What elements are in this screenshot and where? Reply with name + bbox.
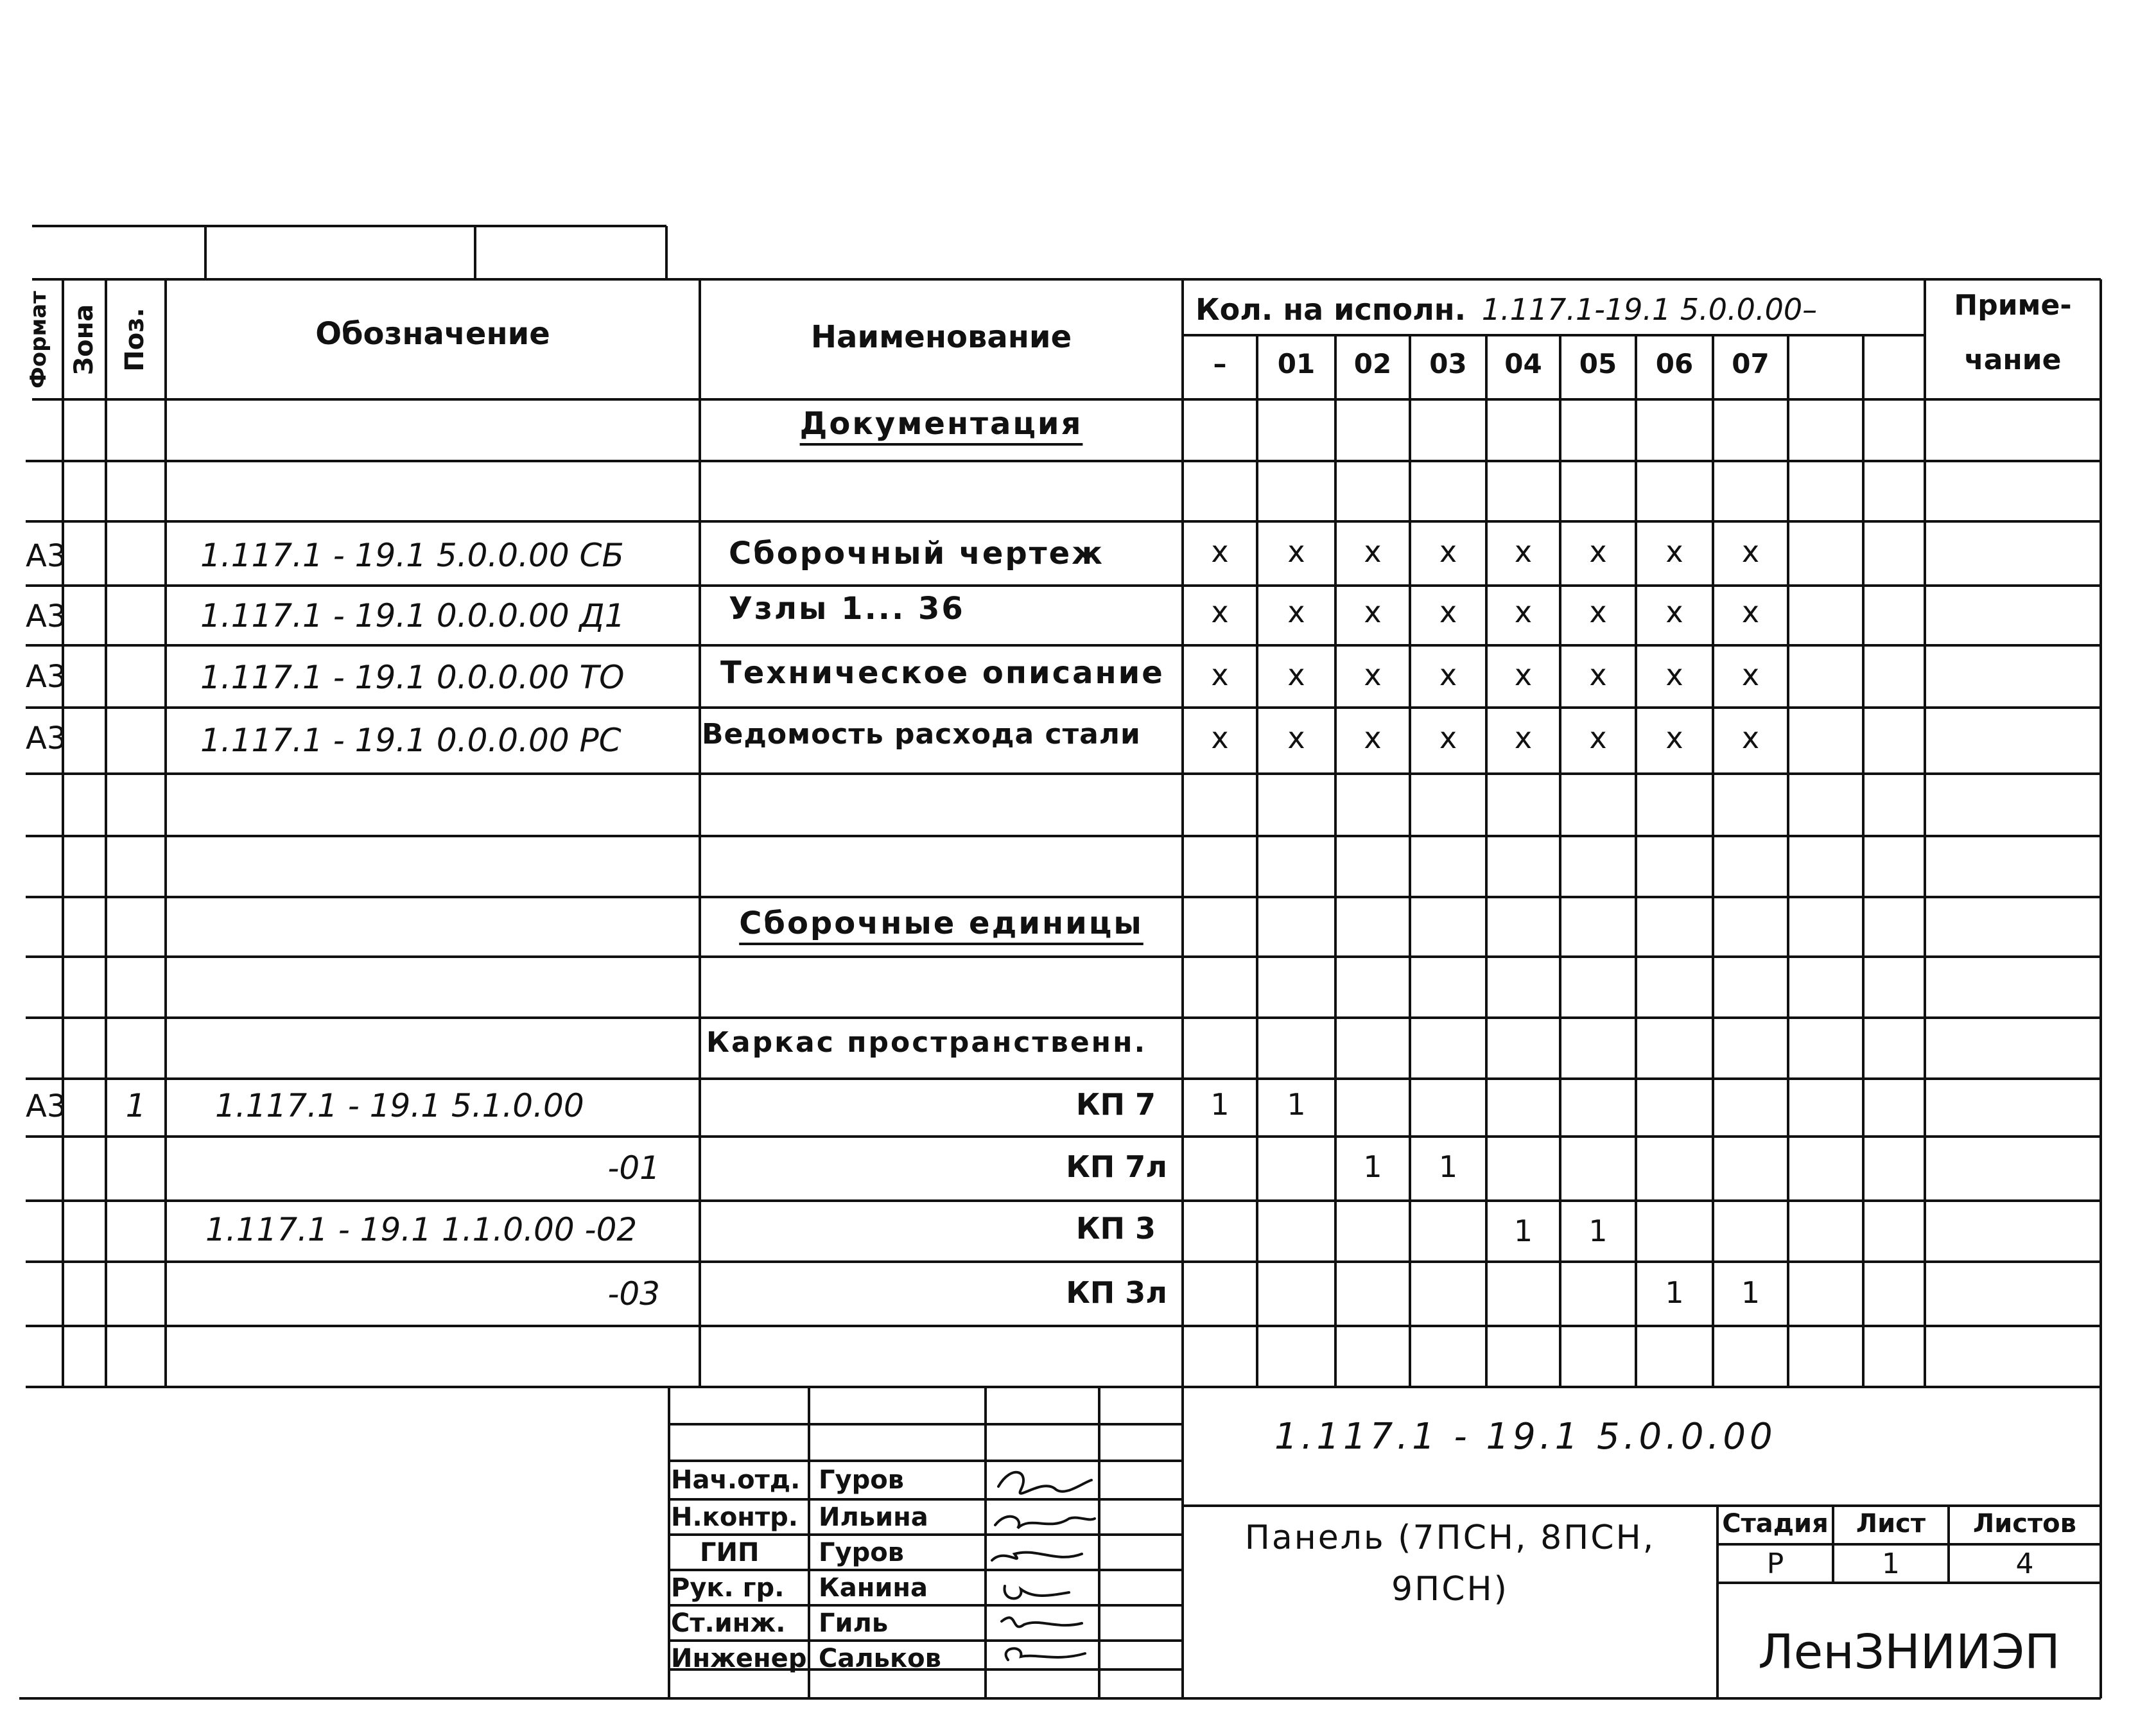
staff-name: Гиль <box>819 1608 889 1638</box>
signatures <box>986 1458 1099 1676</box>
qty-cell: 1 <box>1741 1275 1760 1310</box>
stage-label: Стадия <box>1722 1509 1829 1539</box>
row-name: КП 3 <box>1075 1211 1156 1246</box>
qty-cell: x <box>1665 658 1683 692</box>
qty-cell: 1 <box>1287 1087 1306 1122</box>
col-designation-header: Обозначение <box>315 316 550 352</box>
qty-cell: x <box>1439 595 1457 629</box>
row-format: А3 <box>26 598 67 634</box>
variant-header: 05 <box>1579 348 1617 379</box>
signature-mark <box>1005 1586 1069 1598</box>
staff-role: Рук. гр. <box>671 1573 785 1603</box>
qty-cell: x <box>1514 534 1533 569</box>
row-designation: -03 <box>607 1275 660 1312</box>
qty-cell: x <box>1741 658 1760 692</box>
sheet-label: Лист <box>1856 1509 1926 1539</box>
sheets-label: Листов <box>1973 1509 2076 1539</box>
qty-cell: x <box>1741 534 1760 569</box>
qty-cell: x <box>1439 720 1457 755</box>
qty-cell: x <box>1211 720 1229 755</box>
section-heading-documentation: Документация <box>799 406 1083 442</box>
signature-mark <box>992 1553 1082 1560</box>
sheet-value: 1 <box>1882 1547 1900 1580</box>
qty-cell: x <box>1364 595 1382 629</box>
qty-cell: x <box>1514 720 1533 755</box>
row-designation: 1.117.1 - 19.1 5.1.0.00 <box>215 1087 584 1124</box>
row-name: КП 7 <box>1075 1087 1156 1122</box>
qty-cell: 1 <box>1513 1214 1533 1248</box>
staff-role: ГИП <box>700 1538 760 1567</box>
staff-role: Ст.инж. <box>671 1608 786 1638</box>
qty-cell: x <box>1439 534 1457 569</box>
qty-cell: x <box>1514 595 1533 629</box>
qty-cell: x <box>1287 720 1305 755</box>
qty-cell: 1 <box>1665 1275 1684 1310</box>
title-doc-code: 1.117.1 - 19.1 5.0.0.00 <box>1274 1416 1777 1458</box>
organization-name: ЛенЗНИИЭП <box>1758 1625 2060 1680</box>
staff-name: Гуров <box>819 1465 904 1495</box>
variant-header: – <box>1213 348 1227 379</box>
signature-mark <box>995 1517 1095 1528</box>
staff-role: Инженер <box>671 1644 807 1673</box>
qty-cell: x <box>1211 658 1229 692</box>
row-designation: 1.117.1 - 19.1 1.1.0.00 -02 <box>205 1211 638 1248</box>
staff-name: Гуров <box>819 1538 904 1567</box>
variant-header: 06 <box>1655 348 1694 379</box>
col-note-header-1: Приме- <box>1954 289 2072 322</box>
qty-cell: x <box>1589 534 1607 569</box>
signature-mark <box>1006 1648 1085 1660</box>
row-designation: 1.117.1 - 19.1 5.0.0.00 СБ <box>200 537 624 574</box>
signature-mark <box>1002 1617 1082 1626</box>
row-name: Узлы 1... 36 <box>729 591 965 627</box>
signature-mark <box>998 1472 1091 1494</box>
variant-header: 02 <box>1353 348 1392 379</box>
row-name: Сборочный чертеж <box>729 536 1104 571</box>
qty-cell: x <box>1364 720 1382 755</box>
row-format: А3 <box>26 1088 67 1124</box>
qty-cell: x <box>1589 595 1607 629</box>
row-designation: 1.117.1 - 19.1 0.0.0.00 Д1 <box>200 597 625 634</box>
row-name: Техническое описание <box>720 655 1165 691</box>
qty-cell: 1 <box>1363 1149 1382 1184</box>
row-designation: -01 <box>607 1149 660 1187</box>
variant-header: 03 <box>1429 348 1467 379</box>
qty-cell: x <box>1741 720 1760 755</box>
variant-header: 07 <box>1732 348 1769 379</box>
qty-by-variant-header <box>1195 292 1817 327</box>
qty-cell: x <box>1287 595 1305 629</box>
title-name-line-1: Панель (7ПСН, 8ПСН, <box>1244 1519 1656 1557</box>
staff-role: Н.контр. <box>671 1503 798 1532</box>
row-format: А3 <box>26 720 67 756</box>
qty-cell: x <box>1364 534 1382 569</box>
qty-cell: x <box>1287 658 1305 692</box>
qty-cell: 1 <box>1210 1087 1230 1122</box>
qty-doc-code: 1.117.1-19.1 5.0.0.00– <box>1481 292 1818 327</box>
row-format: А3 <box>26 538 67 574</box>
qty-cell: x <box>1589 658 1607 692</box>
col-zona-header: Зона <box>69 304 99 376</box>
qty-label: Кол. на исполн. <box>1195 292 1466 327</box>
qty-cell: 1 <box>1588 1214 1608 1248</box>
qty-cell: x <box>1439 658 1457 692</box>
qty-cell: x <box>1665 595 1683 629</box>
qty-cell: x <box>1665 720 1683 755</box>
variant-header: 01 <box>1277 348 1316 379</box>
row-name: КП 7л <box>1066 1149 1167 1184</box>
qty-cell: x <box>1287 534 1305 569</box>
row-designation: 1.117.1 - 19.1 0.0.0.00 РС <box>200 722 622 759</box>
col-poz-header: Поз. <box>120 308 150 372</box>
row-position: 1 <box>125 1087 146 1124</box>
col-format-header: Формат <box>26 291 51 388</box>
staff-role: Нач.отд. <box>671 1465 801 1495</box>
staff-name: Ильина <box>819 1503 928 1532</box>
stage-value: Р <box>1766 1547 1784 1580</box>
title-name-line-2: 9ПСН) <box>1391 1570 1509 1608</box>
qty-cell: x <box>1741 595 1760 629</box>
row-name: КП 3л <box>1066 1275 1167 1310</box>
variant-header: 04 <box>1504 348 1542 379</box>
row-designation: 1.117.1 - 19.1 0.0.0.00 ТО <box>200 659 625 696</box>
qty-cell: x <box>1211 534 1229 569</box>
col-name-header: Наименование <box>810 319 1072 355</box>
section-heading-assembly-units: Сборочные единицы <box>739 905 1143 941</box>
row-name: Ведомость расхода стали <box>702 718 1141 751</box>
row-format: А3 <box>26 659 67 695</box>
qty-cell: x <box>1589 720 1607 755</box>
qty-cell: x <box>1364 658 1382 692</box>
qty-cell: 1 <box>1438 1149 1458 1184</box>
qty-cell: x <box>1665 534 1683 569</box>
row-name: Каркас пространственн. <box>706 1026 1147 1059</box>
qty-cell: x <box>1514 658 1533 692</box>
col-note-header-2: чание <box>1964 344 2062 376</box>
sheets-value: 4 <box>2015 1547 2034 1580</box>
staff-name: Сальков <box>819 1644 941 1673</box>
qty-cell: x <box>1211 595 1229 629</box>
staff-name: Канина <box>819 1573 928 1603</box>
